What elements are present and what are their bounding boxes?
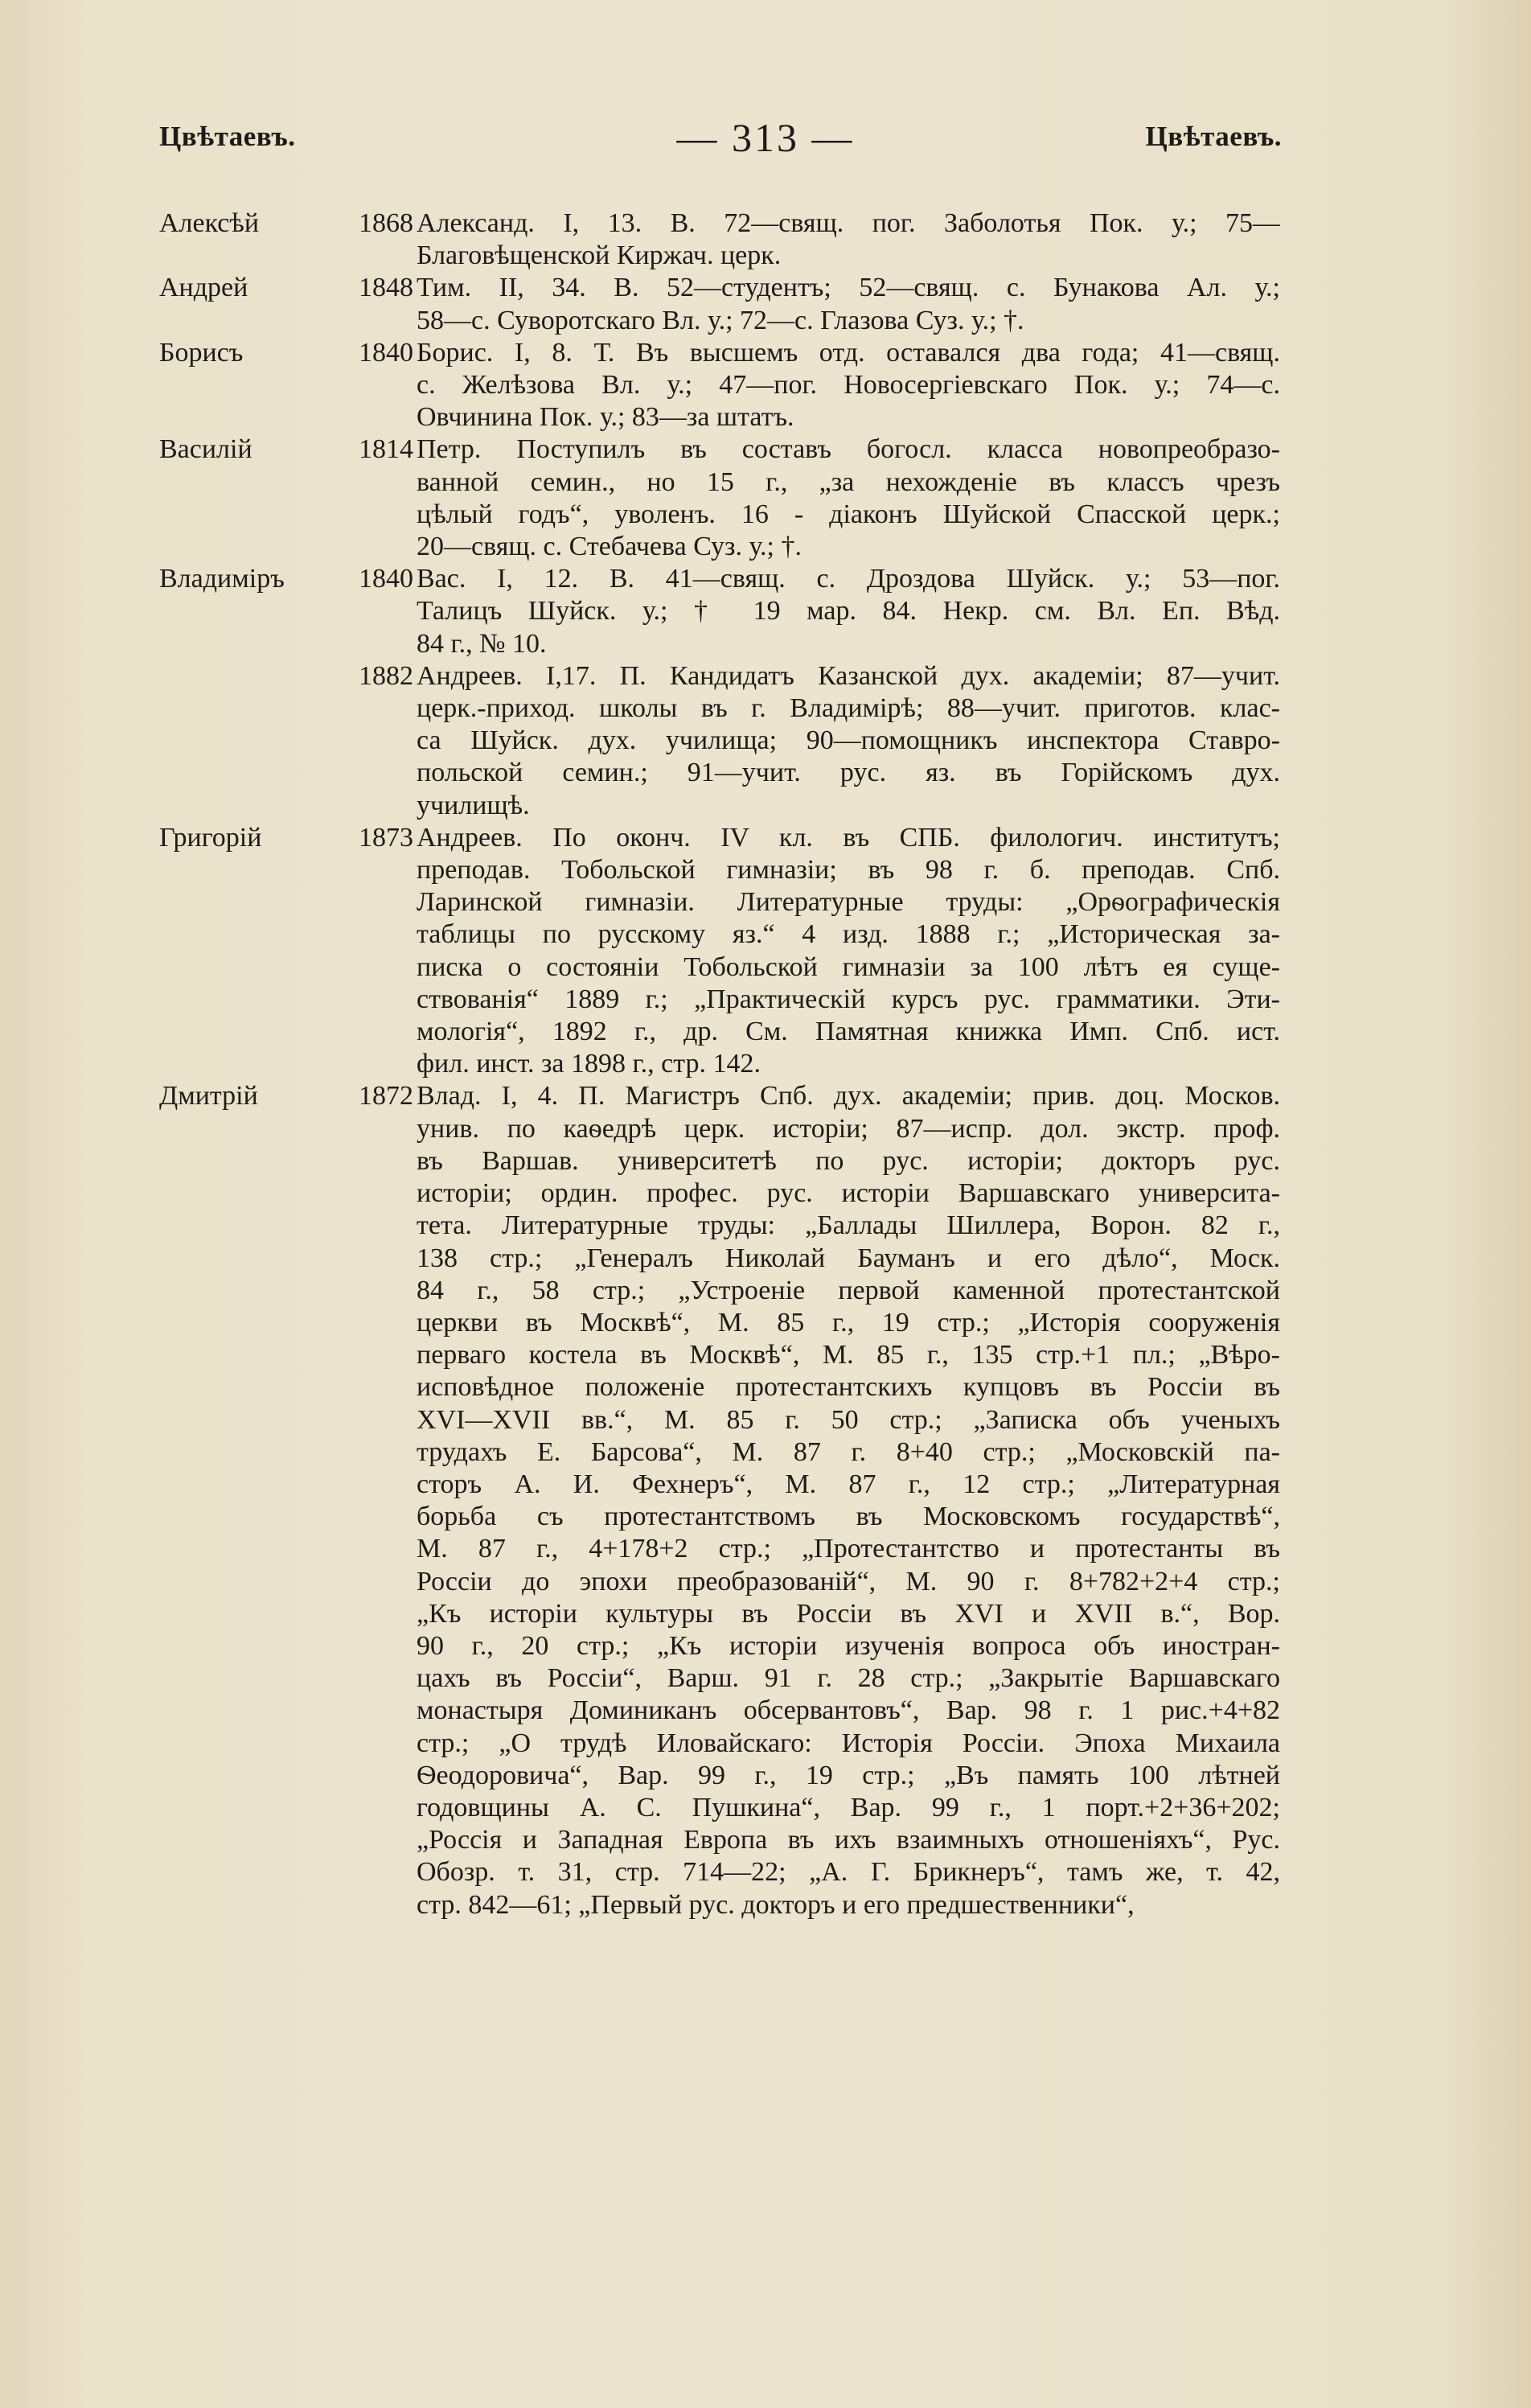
entry-text [417, 660, 1280, 822]
entry-text-line: XVI—XVII вв.“, М. 85 г. 50 стр.; „Записка объ ученыхъ [417, 1404, 1280, 1435]
entry-text-line: тета. Литературные труды: „Баллады Шиллера, Ворон. 82 г., [417, 1210, 1280, 1241]
entry-year: 1873 [359, 822, 413, 853]
entry-text-line: Тим. II, 34. В. 52—студентъ; 52—свящ. с. Бунакова Ал. у.; [417, 273, 1280, 303]
entry-text [417, 1080, 1280, 1921]
entry-text-line: 84 г., 58 стр.; „Устроеніе первой каменной протестантской [417, 1275, 1280, 1305]
entry-text-line: Обозр. т. 31, стр. 714—22; „А. Г. Брикнеръ“, тамъ же, т. 42, [417, 1857, 1280, 1888]
entry-text-line: 20—свящ. с. Стебачева Суз. у.; †. [417, 532, 802, 562]
entry-text-line: исторіи; ордин. профес. рус. исторіи Варшавскаго университа- [417, 1178, 1280, 1209]
entry-text-line: 84 г., № 10. [417, 628, 547, 659]
entry-text-line: са Шуйск. дух. училища; 90—помощникъ инспектора Ставро- [417, 725, 1280, 756]
entry-text-line: фил. инст. за 1898 г., стр. 142. [417, 1049, 761, 1079]
entry-text-line: Андреев. I,17. П. Кандидатъ Казанской дух. академіи; 87—учит. [417, 660, 1280, 691]
entry-year: 1848 [359, 273, 413, 303]
entry-text-line: стр. 842—61; „Первый рус. докторъ и его предшественники“, [417, 1889, 1135, 1920]
entry [0, 660, 1531, 822]
entry-text-line: трудахъ Е. Барсова“, М. 87 г. 8+40 стр.; „Московскій па- [417, 1436, 1280, 1467]
entry [0, 434, 1531, 563]
entry-text-line: Россіи до эпохи преобразованій“, М. 90 г. 8+782+2+4 стр.; [417, 1566, 1280, 1596]
running-header [0, 115, 1531, 169]
entry-name: Алексѣй [159, 208, 260, 238]
entry-text-line: преподав. Тобольской гимназіи; въ 98 г. б. преподав. Спб. [417, 855, 1280, 886]
entry-text-line: 58—с. Суворотскаго Вл. у.; 72—с. Глазова Суз. у.; †. [417, 305, 1024, 335]
entry-text-line: Ѳеодоровича“, Вар. 99 г., 19 стр.; „Въ память 100 лѣтней [417, 1760, 1280, 1790]
entry-text [417, 434, 1280, 563]
entry-text-line: монастыря Доминиканъ обсервантовъ“, Вар. 98 г. 1 рис.+4+82 [417, 1695, 1280, 1726]
entry-text-line: унив. по каѳедрѣ церк. исторіи; 87—испр. дол. экстр. проф. [417, 1113, 1280, 1144]
entry-text-line: М. 87 г., 4+178+2 стр.; „Протестантство и протестанты въ [417, 1534, 1280, 1564]
entry-text-line: Вас. I, 12. В. 41—свящ. с. Дроздова Шуйск. у.; 53—пог. [417, 564, 1280, 594]
entry-text-line: сторъ А. И. Фехнеръ“, М. 87 г., 12 стр.; „Литературная [417, 1469, 1280, 1499]
entry-text-line: церк.-приход. школы въ г. Владимірѣ; 88—учит. приготов. клас- [417, 693, 1280, 724]
entry-year: 1882 [359, 660, 413, 691]
entry-name: Григорій [159, 822, 262, 853]
entry-text-line: Талицъ Шуйск. у.; † 19 мар. 84. Некр. см. Вл. Еп. Вѣд. [417, 596, 1280, 627]
entry-text-line: Андреев. По оконч. IV кл. въ СПБ. филологич. институтъ; [417, 822, 1280, 853]
entry [0, 563, 1531, 660]
entry-text-line: писка о состояніи Тобольской гимназіи за 100 лѣтъ ея суще- [417, 951, 1280, 982]
entry-text [417, 822, 1280, 1081]
entry-text-line: Ларинской гимназіи. Литературные труды: „Орѳографическія [417, 887, 1280, 918]
entry-name: Андрей [159, 273, 248, 303]
entry-text-line: въ Варшав. университетѣ по рус. исторіи; докторъ рус. [417, 1145, 1280, 1176]
entry-text-line: ванной семин., но 15 г., „за нехожденіе въ классъ чрезъ [417, 466, 1280, 497]
header-right-surname: Цвѣтаевъ. [1145, 121, 1282, 152]
entry-text-line: „Россія и Западная Европа въ ихъ взаимныхъ отношеніяхъ“, Рус. [417, 1825, 1280, 1855]
entry-text [417, 272, 1280, 336]
entry-text [417, 563, 1280, 660]
page-number: — 313 — [676, 115, 855, 160]
entry-name: Василій [159, 434, 252, 465]
entry-text-line: училищѣ. [417, 790, 530, 820]
entry-name: Дмитрій [159, 1081, 258, 1112]
header-left-surname: Цвѣтаевъ. [159, 121, 296, 152]
entry-text-line: 90 г., 20 стр.; „Къ исторіи изученія вопроса объ иностран- [417, 1630, 1280, 1661]
entry-name: Борисъ [159, 337, 244, 368]
entry-text-line: цѣлый годъ“, уволенъ. 16 - діаконъ Шуйской Спасской церк.; [417, 499, 1280, 529]
entry-text-line: мологія“, 1892 г., др. См. Памятная книжка Имп. Спб. ист. [417, 1017, 1280, 1047]
entry-text-line: стр.; „О трудѣ Иловайскаго: Исторія Россіи. Эпоха Михаила [417, 1728, 1280, 1758]
entry-text-line: Благовѣщенской Киржач. церк. [417, 240, 782, 271]
entry-text-line: Александ. I, 13. В. 72—свящ. пог. Заболотья Пок. у.; 75— [417, 208, 1280, 238]
entry [0, 1080, 1531, 1921]
entry [0, 208, 1531, 272]
entry-year: 1872 [359, 1081, 413, 1112]
entry-text-line: ствованія“ 1889 г.; „Практическій курсъ рус. грамматики. Эти- [417, 984, 1280, 1014]
entry-text-line: исповѣдное положеніе протестантскихъ купцовъ въ Россіи въ [417, 1372, 1280, 1403]
entry-list [0, 208, 1531, 1921]
entry-year: 1868 [359, 208, 413, 238]
entry-text-line: перваго костела въ Москвѣ“, М. 85 г., 135 стр.+1 пл.; „Вѣро- [417, 1340, 1280, 1370]
entry [0, 272, 1531, 336]
entry [0, 822, 1531, 1081]
entry-text [417, 208, 1280, 272]
entry-text-line: таблицы по русскому яз.“ 4 изд. 1888 г.; „Историческая за- [417, 919, 1280, 950]
entry-text-line: годовщины А. С. Пушкина“, Вар. 99 г., 1 порт.+2+36+202; [417, 1792, 1280, 1822]
entry-text-line: „Къ исторіи культуры въ Россіи въ XVI и XVII в.“, Вор. [417, 1598, 1280, 1629]
entry-year: 1840 [359, 337, 413, 368]
entry-year: 1840 [359, 564, 413, 594]
entry-text-line: 138 стр.; „Генералъ Николай Бауманъ и его дѣло“, Моск. [417, 1243, 1280, 1273]
entry-text-line: цахъ въ Россіи“, Варш. 91 г. 28 стр.; „Закрытіе Варшавскаго [417, 1663, 1280, 1694]
entry-text-line: с. Желѣзова Вл. у.; 47—пог. Новосергіевскаго Пок. у.; 74—с. [417, 370, 1280, 401]
entry-text-line: Влад. I, 4. П. Магистръ Спб. дух. академіи; прив. доц. Москов. [417, 1081, 1280, 1112]
entry-year: 1814 [359, 434, 413, 465]
entry-text-line: церкви въ Москвѣ“, М. 85 г., 19 стр.; „Исторія сооруженія [417, 1307, 1280, 1338]
entry [0, 337, 1531, 434]
entry-text-line: Петр. Поступилъ въ составъ богосл. класса новопреобразо- [417, 434, 1280, 465]
entry-text-line: Овчинина Пок. у.; 83—за штатъ. [417, 402, 794, 433]
entry-text-line: Борис. I, 8. Т. Въ высшемъ отд. оставался два года; 41—свящ. [417, 337, 1280, 368]
entry-text-line: борьба съ протестантствомъ въ Московскомъ государствѣ“, [417, 1502, 1280, 1532]
entry-name: Владиміръ [159, 564, 285, 594]
entry-text [417, 337, 1280, 434]
entry-text-line: польской семин.; 91—учит. рус. яз. въ Горійскомъ дух. [417, 758, 1280, 788]
